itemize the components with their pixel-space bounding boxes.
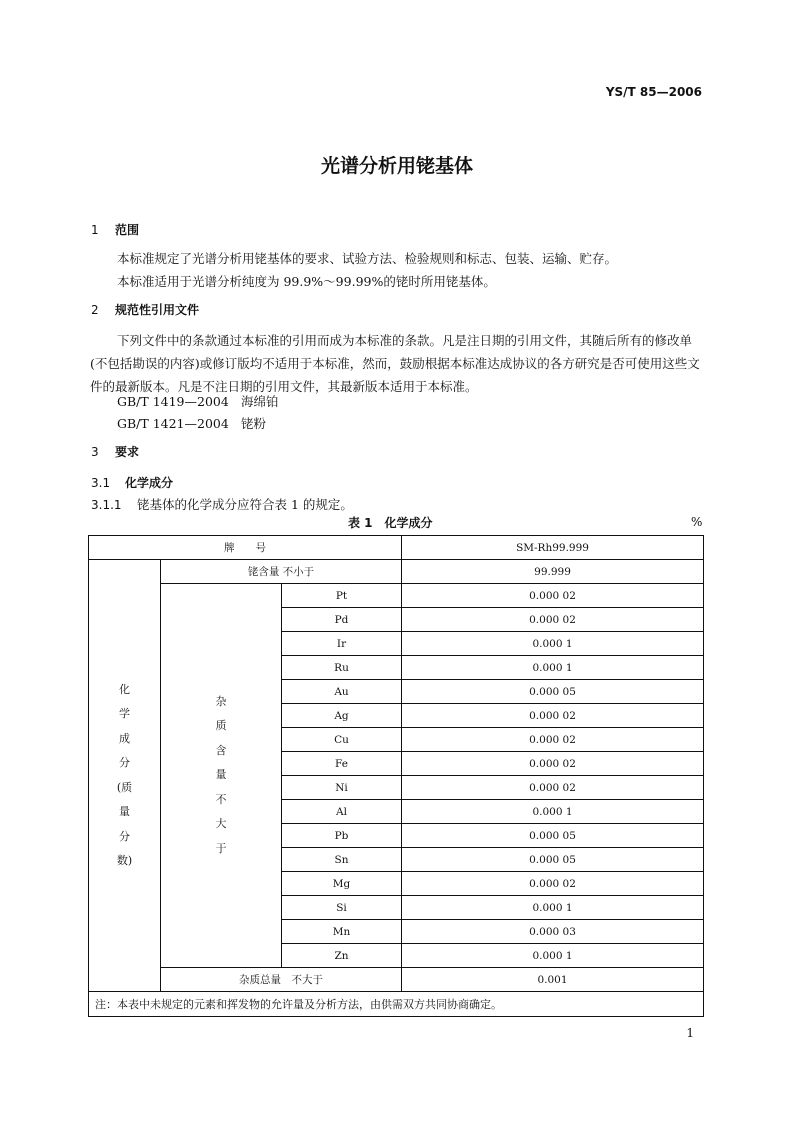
- impurity-value-cell: 0.000 02: [402, 872, 704, 896]
- impurity-value-cell: 0.000 05: [402, 680, 704, 704]
- total-impurity-value-cell: 0.001: [402, 968, 704, 992]
- element-cell: Mn: [282, 920, 402, 944]
- total-impurity-header-cell: 杂质总量 不大于: [161, 968, 402, 992]
- element-cell: Al: [282, 800, 402, 824]
- section-number: 2: [91, 303, 99, 317]
- element-cell: Pt: [282, 584, 402, 608]
- clause-text: 铑基体的化学成分应符合表 1 的规定。: [137, 497, 353, 512]
- chemical-composition-table: [88, 535, 704, 1017]
- impurity-vertical-label: 杂 质 含 量 不 大 于: [161, 584, 282, 968]
- element-cell: Mg: [282, 872, 402, 896]
- section-title: 要求: [115, 445, 140, 459]
- document-title: 光谱分析用铑基体: [320, 155, 473, 177]
- table-note: 注：本表中未规定的元素和挥发物的允许量及分析方法，由供需双方共同协商确定。: [89, 992, 704, 1017]
- table-row: [89, 968, 704, 992]
- table-row: [89, 560, 704, 584]
- section-1-body: [90, 247, 704, 293]
- element-cell: Ru: [282, 656, 402, 680]
- impurity-value-cell: 0.000 03: [402, 920, 704, 944]
- table-row: [89, 584, 704, 608]
- element-cell: Ir: [282, 632, 402, 656]
- element-cell: Ag: [282, 704, 402, 728]
- paragraph: 下列文件中的条款通过本标准的引用而成为本标准的条款。凡是注日期的引用文件，其随后所有的修改单(不包括勘误的内容)或修订版均不适用于本标准，然而，鼓励根据本标准达成协议的各方研究是否可使用这些文件的最新版本。凡是不注日期的引用文件，其最新版本适用于本标准。: [90, 333, 700, 394]
- impurity-value-cell: 0.000 02: [402, 704, 704, 728]
- impurity-value-cell: 0.000 1: [402, 944, 704, 968]
- element-cell: Cu: [282, 728, 402, 752]
- impurity-value-cell: 0.000 02: [402, 776, 704, 800]
- section-title: 化学成分: [125, 476, 174, 490]
- element-cell: Ni: [282, 776, 402, 800]
- section-3-heading: [91, 443, 139, 460]
- reference-name: 海绵铂: [241, 394, 279, 409]
- section-1-heading: [91, 221, 139, 238]
- table-caption: 表 1 化学成分: [348, 516, 433, 530]
- impurity-value-cell: 0.000 1: [402, 896, 704, 920]
- section-number: 3.1: [91, 476, 111, 490]
- element-cell: Au: [282, 680, 402, 704]
- impurity-value-cell: 0.000 05: [402, 824, 704, 848]
- element-cell: Si: [282, 896, 402, 920]
- reference-item: [117, 414, 266, 432]
- element-cell: Fe: [282, 752, 402, 776]
- impurity-value-cell: 0.000 1: [402, 800, 704, 824]
- brand-header-cell: 牌 号: [89, 536, 402, 560]
- impurity-value-cell: 0.000 1: [402, 656, 704, 680]
- impurity-value-cell: 0.000 02: [402, 584, 704, 608]
- rh-content-value-cell: 99.999: [402, 560, 704, 584]
- impurity-value-cell: 0.000 1: [402, 632, 704, 656]
- reference-code: GB/T 1419—2004: [117, 394, 229, 409]
- standard-number: YS/T 85—2006: [605, 85, 702, 99]
- table-row: [89, 536, 704, 560]
- element-cell: Pd: [282, 608, 402, 632]
- section-number: 1: [91, 223, 99, 237]
- element-cell: Pb: [282, 824, 402, 848]
- clause-number: 3.1.1: [91, 498, 122, 512]
- impurity-value-cell: 0.000 02: [402, 752, 704, 776]
- section-2-heading: [91, 301, 199, 318]
- impurity-value-cell: 0.000 02: [402, 608, 704, 632]
- table-note-row: [89, 992, 704, 1017]
- page-number: 1: [686, 1026, 694, 1040]
- rh-content-header-cell: 铑含量 不小于: [161, 560, 402, 584]
- section-number: 3: [91, 445, 99, 459]
- section-title: 范围: [115, 223, 140, 237]
- element-cell: Zn: [282, 944, 402, 968]
- clause-3-1-1: [91, 495, 353, 513]
- table-unit: %: [691, 515, 703, 529]
- reference-item: [117, 392, 279, 410]
- brand-value-cell: SM-Rh99.999: [402, 536, 704, 560]
- reference-name: 铑粉: [241, 416, 267, 431]
- paragraph: 本标准规定了光谱分析用铑基体的要求、试验方法、检验规则和标志、包装、运输、贮存。: [117, 251, 618, 266]
- impurity-value-cell: 0.000 05: [402, 848, 704, 872]
- impurity-value-cell: 0.000 02: [402, 728, 704, 752]
- section-2-body: [90, 329, 704, 398]
- composition-vertical-label: 化 学 成 分 (质 量 分 数): [89, 560, 161, 992]
- section-3-1-heading: [91, 474, 173, 491]
- paragraph: 本标准适用于光谱分析纯度为 99.9%～99.99%的铑时所用铑基体。: [117, 274, 496, 289]
- element-cell: Sn: [282, 848, 402, 872]
- section-title: 规范性引用文件: [115, 303, 200, 317]
- reference-code: GB/T 1421—2004: [117, 416, 229, 431]
